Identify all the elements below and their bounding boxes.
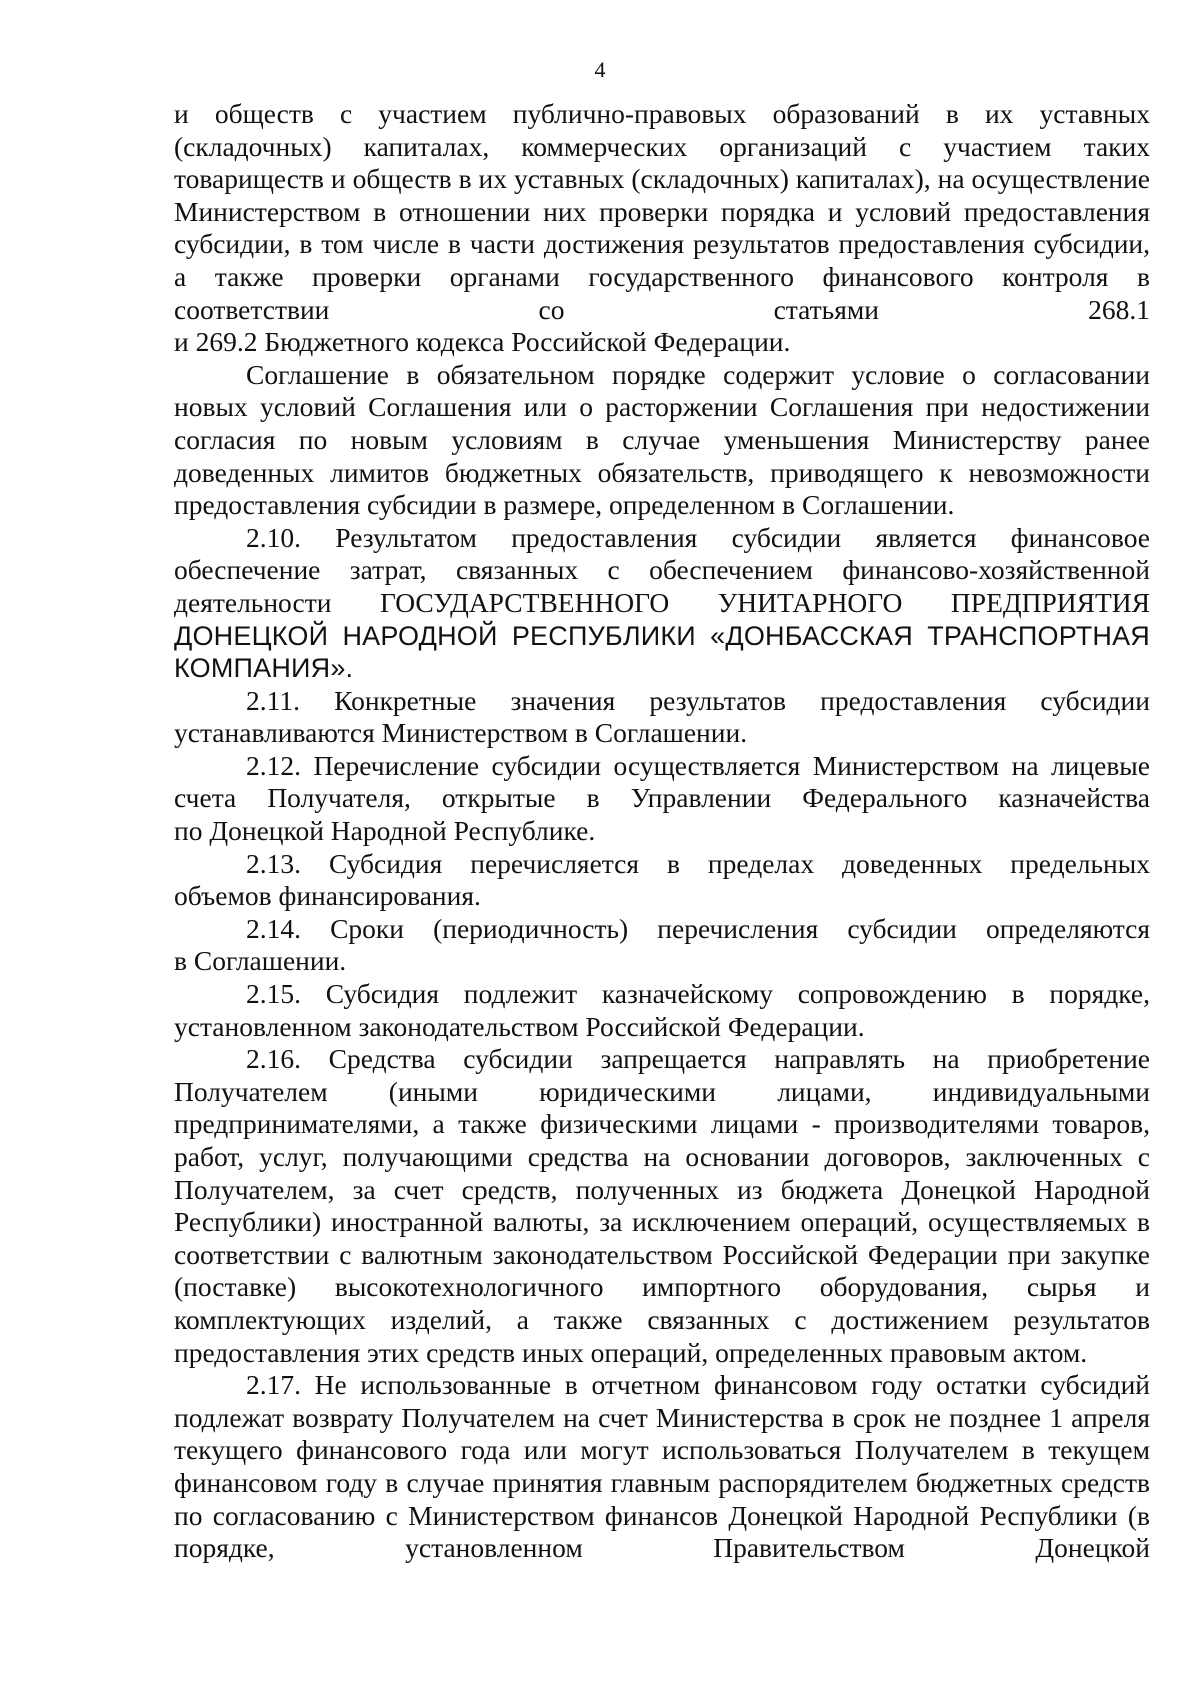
clause-2-10-org-name [174, 620, 1150, 653]
text-line: счета Получателя, открытые в Управлении Федерального казначейства [174, 782, 1150, 814]
document-body [174, 98, 1150, 1565]
clause-2-14-end [174, 945, 1150, 978]
text-line: в текущем финансовом году в случае принятия главным распорядителем [174, 1434, 1151, 1498]
text-line: новых условий Соглашения или о расторжении Соглашения при недостижении [174, 391, 1150, 423]
clause-2-16 [174, 1043, 1150, 1336]
text-line: государственного финансового контроля в соответствии со статьями 268.1 [174, 260, 1150, 325]
text-line: предоставления этих средств иных операций, определенных правовым актом. [174, 1336, 1088, 1368]
clause-2-14 [174, 913, 1150, 946]
text-line: результатов предоставления субсидии, а также проверки органами [174, 228, 1151, 292]
text-line: Республики) иностранной валюты, за исключением операций, осуществляемых [174, 1206, 1137, 1238]
text-line: установленном законодательством Российской Федерации. [174, 1010, 865, 1042]
text-line: товариществ и обществ в их уставных (складочных) капиталах), [174, 163, 938, 195]
text-line: предпринимателями, а также физическими лицами - производителями товаров, [174, 1108, 1150, 1140]
text-line: на осуществление Министерством в отношении них проверки порядка [174, 163, 1150, 227]
paragraph-agreement-terms [174, 359, 1150, 489]
text-line: 2.16. Средства субсидии запрещается направлять на приобретение [246, 1043, 1150, 1075]
clause-2-10 [174, 522, 1150, 620]
text-line: (складочных) капиталах, коммерческих организаций с участием таких [174, 130, 1150, 162]
text-line: Получателем (иными юридическими лицами, индивидуальными [174, 1075, 1150, 1107]
text-line: 2.17. Не использованные в отчетном финансовом году остатки субсидий [246, 1369, 1150, 1401]
text-line: в Соглашении. [174, 945, 347, 977]
text-line: при закупке (поставке) высокотехнологичного импортного оборудования, сырья [174, 1238, 1150, 1303]
text-line: 1 апреля текущего финансового года или могут использоваться Получателем [174, 1401, 1150, 1466]
clause-2-17 [174, 1369, 1150, 1565]
text-line: 2.14. Сроки (периодичность) перечисления субсидии определяются [246, 912, 1150, 944]
clause-2-11 [174, 685, 1150, 718]
text-line: и 269.2 Бюджетного кодекса Российской Федерации. [174, 326, 791, 358]
clause-2-10-org-name-end [174, 652, 1150, 685]
text-line: 2.11. Конкретные значения результатов предоставления субсидии [246, 684, 1150, 716]
text-line: и комплектующих изделий, а также связанных с достижением результатов [174, 1271, 1150, 1335]
text-line: 2.13. Субсидия перечисляется в пределах доведенных предельных [246, 847, 1150, 879]
text-line: доведенных лимитов бюджетных обязательств, приводящего к невозможности [174, 456, 1150, 488]
clause-2-16-end [174, 1337, 1150, 1370]
text-line: 2.15. Субсидия подлежит казначейскому сопровождению в порядке, [246, 978, 1150, 1010]
paragraph-agreement-terms-end [174, 489, 1150, 522]
text-line: и обществ с участием публично-правовых образований в их уставных [174, 98, 1150, 129]
text-line: Народной Республики (в порядке, установленном Правительством Донецкой [174, 1499, 1150, 1564]
text-line: КОМПАНИЯ». [174, 653, 354, 684]
text-line: Соглашение в обязательном порядке содержит условие о согласовании [246, 358, 1150, 390]
text-line: согласия по новым условиям в случае уменьшения Министерству ранее [174, 423, 1150, 455]
text-line: бюджетных средств по согласованию с Министерством финансов Донецкой [174, 1466, 1151, 1531]
page-number: 4 [594, 57, 606, 82]
clause-2-13-end [174, 880, 1150, 913]
text-line: 2.12. Перечисление субсидии осуществляется Министерством на лицевые [246, 749, 1150, 781]
text-line: ДОНЕЦКОЙ НАРОДНОЙ РЕСПУБЛИКИ «ДОНБАССКАЯ ТРАНСПОРТНАЯ [174, 620, 1150, 651]
text-line: предоставления субсидии в размере, определенном в Соглашении. [174, 489, 955, 521]
paragraph-continuation-end [174, 326, 1150, 359]
text-line: и условий предоставления субсидии, в том числе в части достижения [174, 195, 1150, 260]
clause-2-15 [174, 978, 1150, 1011]
text-line: объемов финансирования. [174, 880, 481, 912]
text-line: устанавливаются Министерством в Соглашении. [174, 717, 748, 749]
text-line: с Получателем, за счет средств, полученных из бюджета Донецкой Народной [174, 1141, 1150, 1205]
text-line: по Донецкой Народной Республике. [174, 815, 596, 847]
clause-2-12-end [174, 815, 1150, 848]
text-line: обеспечение затрат, связанных с обеспечением финансово-хозяйственной [174, 554, 1150, 586]
text-line: подлежат возврату Получателем на счет Министерства в срок не позднее [174, 1401, 1050, 1433]
clause-2-15-end [174, 1011, 1150, 1044]
clause-2-13 [174, 848, 1150, 881]
paragraph-continuation [174, 98, 1150, 326]
clause-2-11-end [174, 717, 1150, 750]
text-line: 2.10. Результатом предоставления субсидии является финансовое [246, 521, 1150, 553]
text-line: работ, услуг, получающими средства на основании договоров, заключенных [174, 1141, 1138, 1172]
clause-2-12 [174, 750, 1150, 815]
text-line: деятельности ГОСУДАРСТВЕННОГО УНИТАРНОГО ПРЕДПРИЯТИЯ [174, 586, 1150, 618]
text-line: в соответствии с валютным законодательством Российской Федерации [174, 1206, 1150, 1270]
